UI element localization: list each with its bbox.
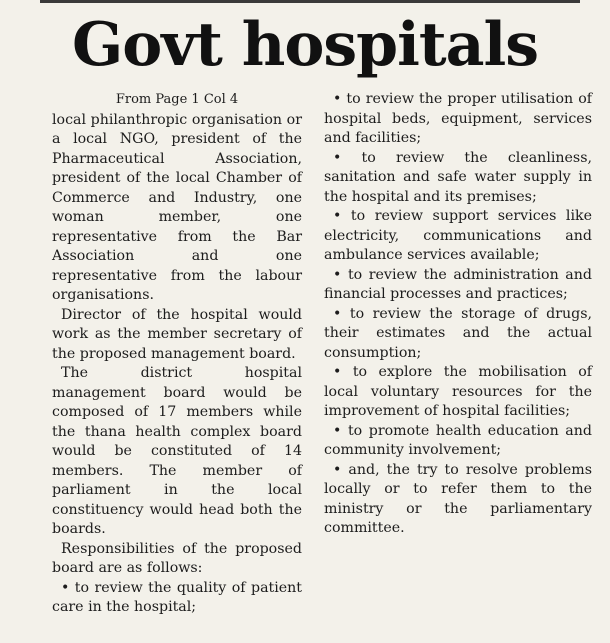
paragraph: local philanthropic organisation or a local NGO, president of the Pharmaceutical Association, president of the local Chamber of Commerce and Industry, one woman member, one representative from the Bar Association and one representative from the labour organisations.	[52, 111, 302, 303]
bullet-item: • to review the proper utilisation of hospital beds, equipment, services and facilities;	[324, 91, 592, 146]
top-rule	[40, 0, 580, 3]
left-column	[52, 90, 302, 618]
right-column	[324, 90, 592, 539]
paragraph: Responsibilities of the proposed board are as follows:	[52, 540, 302, 576]
bullet-item: • to review the administration and financial processes and practices;	[324, 266, 592, 302]
paragraph: Director of the hospital would work as the member secretary of the proposed management board.	[52, 306, 302, 362]
bullet-item: • to review the quality of patient care in the hospital;	[52, 579, 302, 615]
bullet-item: • to review the storage of drugs, their estimates and the actual consumption;	[324, 305, 592, 361]
headline: Govt hospitals	[71, 10, 539, 80]
bullet-item: • to review the cleanliness, sanitation and safe water supply in the hospital and its premises;	[324, 149, 592, 205]
bullet-item: • to review support services like electricity, communications and ambulance services available;	[324, 208, 592, 263]
bullet-item: • to explore the mobilisation of local voluntary resources for the improvement of hospital facilities;	[324, 364, 592, 419]
bullet-item: • to promote health education and community involvement;	[324, 422, 592, 458]
bullet-item: • and, the try to resolve problems locally or to refer them to the ministry or the parliamentary committee.	[324, 461, 592, 536]
paragraph: The district hospital management board would be composed of 17 members while the thana health complex board would be constituted of 14 members. The member of parliament in the local constituency would head both the boards.	[52, 365, 302, 537]
jump-line: From Page 1 Col 4	[115, 92, 239, 107]
